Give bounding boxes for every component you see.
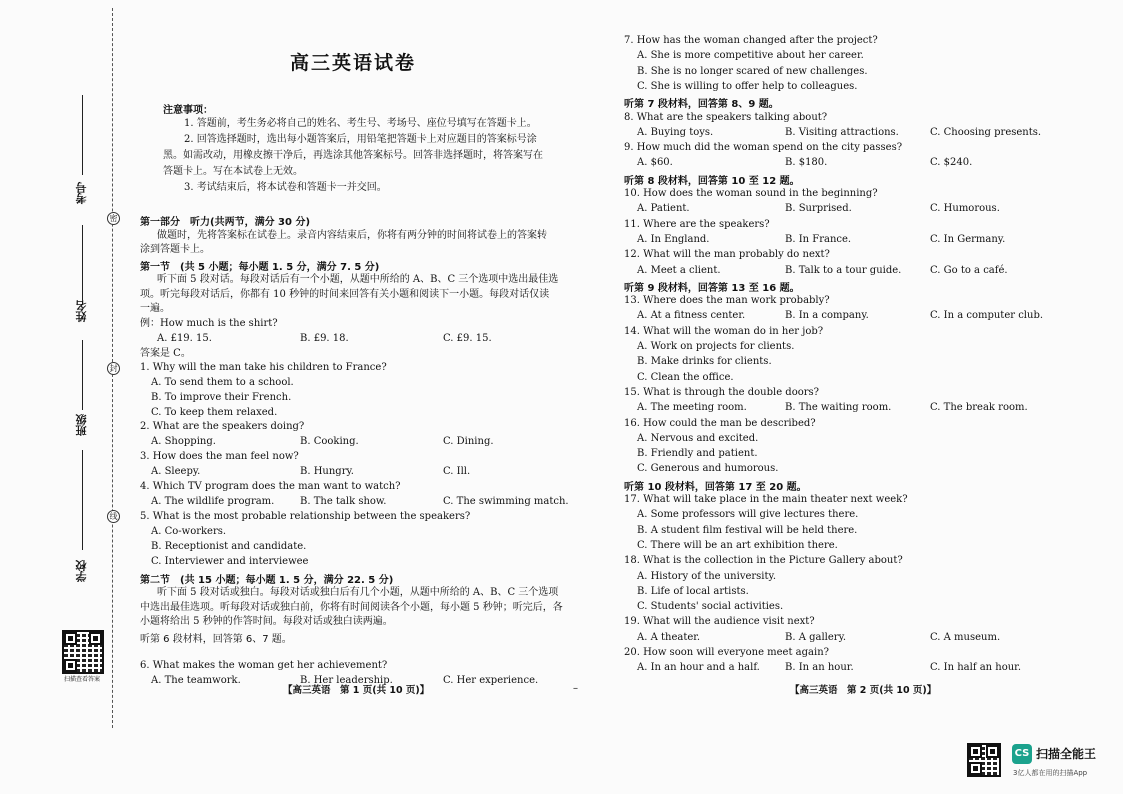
answer-option: C. Dining. (443, 436, 494, 447)
question-stem: 8. What are the speakers talking about? (624, 111, 828, 123)
answer-option: A. She is more competitive about her career. (637, 50, 864, 62)
question-stem: 9. How much did the woman spend on the city passes? (624, 142, 903, 154)
watermark-qr-icon (967, 743, 1001, 777)
question-stem: 14. What will the woman do in her job? (624, 325, 824, 337)
seal-mark: 密 (107, 212, 120, 225)
answer-option: A. Some professors will give lectures there. (637, 509, 859, 521)
camscanner-logo-icon: CS (1012, 744, 1032, 764)
part1-heading: 第一部分 听力(共两节，满分 30 分) (140, 217, 311, 228)
answer-option: C. Choosing presents. (930, 126, 1042, 138)
school-line (82, 450, 83, 550)
page-footer-left: 【高三英语 第 1 页(共 10 页)】 (283, 685, 430, 696)
answer-option: C. To keep them relaxed. (151, 407, 278, 418)
material-label: 听第 6 段材料，回答第 6、7 题。 (140, 634, 292, 645)
question-stem: 17. What will take place in the main theater next week? (624, 494, 908, 505)
answer-option: B. Life of local artists. (637, 585, 749, 597)
answer-option: C. $240. (930, 157, 973, 169)
answer-option: C. The break room. (930, 402, 1028, 414)
answer-option: C. In Germany. (930, 233, 1006, 245)
answer-option: C. Humorous. (930, 203, 1000, 215)
section1-intro: 项。听完每段对话后，你都有 10 秒钟的时间来回答有关小题和阅读下一小题。每段对话仅读 (140, 289, 550, 300)
answer-option: A. The teamwork. (151, 675, 241, 686)
answer-option: B. Surprised. (785, 203, 852, 215)
class-label: 班级 (75, 414, 88, 436)
exam-no-label: 考号 (75, 182, 88, 204)
question-stem: 3. How does the man feel now? (140, 451, 299, 462)
answer-option: B. Talk to a tour guide. (785, 264, 902, 276)
material-label: 听第 8 段材料，回答第 10 至 12 题。 (624, 175, 800, 187)
question-stem: 7. How has the woman changed after the project? (624, 35, 878, 46)
page-title: 高三英语试卷 (290, 52, 417, 74)
answer-option: A. $60. (637, 157, 673, 169)
notice-heading: 注意事项： (163, 105, 213, 116)
question-stem: 18. What is the collection in the Picture Gallery about? (624, 555, 903, 567)
answer-option: B. Visiting attractions. (785, 126, 899, 138)
answer-option: C. There will be an art exhibition there. (637, 539, 838, 551)
answer-option: A. Work on projects for clients. (637, 341, 795, 352)
qr-code-icon (62, 630, 104, 674)
answer-option: B. Friendly and patient. (637, 448, 758, 460)
question-stem: 20. How soon will everyone meet again? (624, 647, 829, 658)
seal-mark: 线 (107, 510, 120, 523)
answer-option: A. Sleepy. (151, 466, 201, 477)
example-answer: 答案是 C。 (140, 348, 191, 359)
answer-option: C. A museum. (930, 631, 1001, 643)
answer-option: C. Interviewer and interviewee (151, 556, 309, 567)
part1-intro: 涂到答题卡上。 (140, 244, 210, 255)
answer-option: A. In England. (637, 233, 710, 245)
example-question: 例：How much is the shirt? (140, 318, 278, 329)
question-stem: 4. Which TV program does the man want to watch? (140, 481, 401, 492)
watermark-tagline: 3亿人都在用的扫描App (1013, 769, 1088, 777)
answer-option: B. The talk show. (300, 496, 387, 507)
answer-option: C. In half an hour. (930, 662, 1022, 674)
answer-option: B. Her leadership. (300, 675, 393, 686)
answer-option: A. Shopping. (151, 436, 216, 447)
name-label: 姓名 (75, 300, 88, 322)
class-line (82, 340, 83, 410)
answer-option: C. Clean the office. (637, 371, 734, 383)
answer-option: B. A gallery. (785, 631, 847, 643)
answer-option: B. To improve their French. (151, 392, 292, 403)
answer-option: C. The swimming match. (443, 496, 569, 507)
section2-intro: 中选出最佳选项。听每段对话或独白前，你将有时间阅读各个小题，每小题 5 秒钟；听完后，各 (140, 602, 563, 613)
section1-intro: 一遍。 (140, 303, 170, 314)
question-stem: 10. How does the woman sound in the beginning? (624, 188, 878, 199)
example-option: A. £19. 15. (157, 333, 212, 344)
answer-option: C. Her experience. (443, 675, 539, 686)
material-label: 听第 9 段材料，回答第 13 至 16 题。 (624, 282, 800, 294)
answer-option: C. Generous and humorous. (637, 463, 779, 475)
question-stem: 16. How could the man be described? (624, 417, 816, 429)
answer-option: C. Students' social activities. (637, 601, 784, 613)
qr-caption: 扫描查看答案 (64, 676, 101, 683)
section1-intro: 听下面 5 段对话。每段对话后有一个小题，从题中所给的 A、B、C 三个选项中选出最佳选 (157, 274, 559, 285)
notice-line: 1. 答题前，考生务必将自己的姓名、考生号、考场号、座位号填写在答题卡上。 (184, 118, 537, 129)
answer-option: B. In a company. (785, 310, 869, 322)
answer-option: B. Make drinks for clients. (637, 356, 772, 368)
question-stem: 6. What makes the woman get her achievement? (140, 660, 388, 671)
answer-option: A. At a fitness center. (637, 310, 746, 322)
notice-line: 答题卡上。写在本试卷上无效。 (163, 166, 303, 177)
answer-option: B. In France. (785, 233, 852, 245)
section1-heading: 第一节 (共 5 小题；每小题 1. 5 分，满分 7. 5 分) (140, 262, 380, 273)
question-stem: 15. What is through the double doors? (624, 386, 820, 398)
material-label: 听第 10 段材料，回答第 17 至 20 题。 (624, 481, 807, 493)
exam-no-line (82, 95, 83, 175)
answer-option: B. Cooking. (300, 436, 359, 447)
question-stem: 19. What will the audience visit next? (624, 616, 815, 628)
footer-dash: – (573, 683, 578, 694)
answer-option: A. Meet a client. (637, 264, 721, 276)
answer-option: B. In an hour. (785, 662, 854, 674)
answer-option: A. To send them to a school. (151, 377, 294, 388)
answer-option: A. In an hour and a half. (637, 662, 760, 674)
answer-option: A. A theater. (637, 631, 701, 643)
answer-option: A. Patient. (637, 203, 690, 215)
seal-mark: 封 (107, 362, 120, 375)
answer-option: B. $180. (785, 157, 828, 169)
school-label: 学校 (75, 560, 88, 582)
notice-line: 2. 回答选择题时，选出每小题答案后，用铅笔把答题卡上对应题目的答案标号涂 (184, 134, 537, 145)
answer-option: B. The waiting room. (785, 402, 892, 414)
watermark-brand: 扫描全能王 (1036, 747, 1097, 761)
example-option: C. £9. 15. (443, 333, 492, 344)
name-line (82, 225, 83, 300)
answer-option: A. The wildlife program. (151, 496, 275, 507)
page-footer-right: 【高三英语 第 2 页(共 10 页)】 (790, 685, 937, 696)
notice-line: 黑。如需改动，用橡皮擦干净后，再选涂其他答案标号。回答非选择题时，将答案写在 (163, 150, 543, 161)
section2-intro: 听下面 5 段对话或独白。每段对话或独白后有几个小题，从题中所给的 A、B、C 三个选项 (157, 587, 559, 598)
question-stem: 12. What will the man probably do next? (624, 249, 830, 261)
question-stem: 1. Why will the man take his children to France? (140, 362, 387, 373)
section2-intro: 小题将给出 5 秒钟的作答时间。每段对话或独白读两遍。 (140, 616, 393, 627)
answer-option: A. History of the university. (637, 570, 777, 582)
answer-option: A. Nervous and excited. (637, 432, 759, 444)
answer-option: C. Ill. (443, 466, 471, 477)
answer-option: A. Buying toys. (637, 126, 714, 138)
question-stem: 5. What is the most probable relationship between the speakers? (140, 511, 471, 522)
section2-heading: 第二节 (共 15 小题；每小题 1. 5 分，满分 22. 5 分) (140, 575, 394, 586)
answer-option: C. Go to a café. (930, 264, 1008, 276)
question-stem: 13. Where does the man work probably? (624, 295, 830, 307)
answer-option: C. In a computer club. (930, 310, 1044, 322)
question-stem: 11. Where are the speakers? (624, 218, 770, 230)
question-stem: 2. What are the speakers doing? (140, 421, 305, 432)
answer-option: B. A student film festival will be held there. (637, 524, 858, 536)
part1-intro: 做题时，先将答案标在试卷上。录音内容结束后，你将有两分钟的时间将试卷上的答案转 (157, 230, 547, 241)
answer-option: C. She is willing to offer help to colleagues. (637, 80, 858, 92)
notice-line: 3. 考试结束后，将本试卷和答题卡一并交回。 (184, 182, 387, 193)
answer-option: B. Hungry. (300, 466, 354, 477)
answer-option: A. The meeting room. (637, 402, 747, 414)
example-option: B. £9. 18. (300, 333, 349, 344)
answer-option: A. Co-workers. (151, 526, 227, 537)
answer-option: B. Receptionist and candidate. (151, 541, 307, 552)
answer-option: B. She is no longer scared of new challenges. (637, 65, 868, 77)
material-label: 听第 7 段材料，回答第 8、9 题。 (624, 99, 779, 111)
